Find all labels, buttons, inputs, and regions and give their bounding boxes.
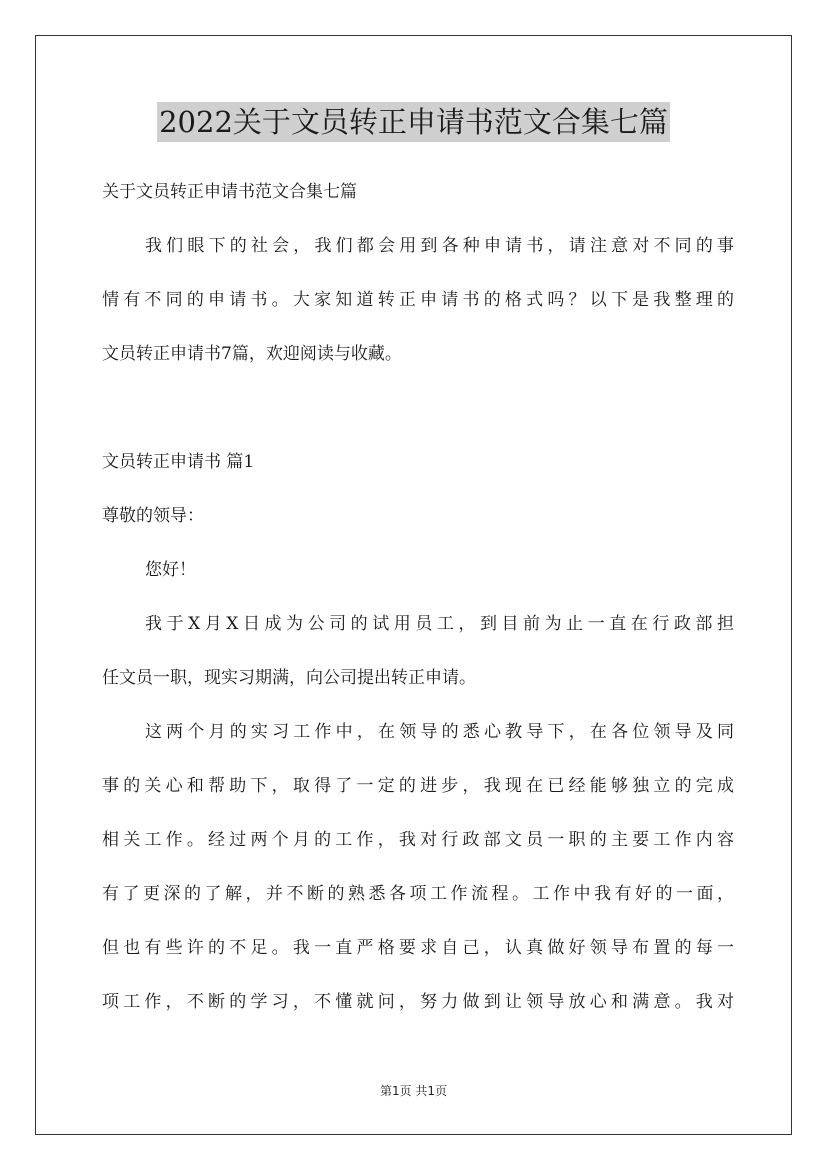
paragraph-line: 任文员一职，现实习期满，向公司提出转正申请。	[102, 668, 476, 688]
paragraph-line: 我于X月X日成为公司的试用员工，到目前为止一直在行政部担	[145, 614, 734, 634]
paragraph-line: 有了更深的了解，并不断的熟悉各项工作流程。工作中我有好的一面，	[102, 884, 734, 904]
greeting: 您好！	[145, 560, 196, 580]
document-body	[102, 174, 734, 1021]
paragraph-line: 事的关心和帮助下，取得了一定的进步，我现在已经能够独立的完成	[102, 776, 734, 796]
intro-line: 文员转正申请书7篇，欢迎阅读与收藏。	[102, 344, 402, 364]
paragraph-line: 项工作，不断的学习，不懂就问，努力做到让领导放心和满意。我对	[102, 992, 734, 1012]
paragraph-line: 相关工作。经过两个月的工作，我对行政部文员一职的主要工作内容	[102, 830, 734, 850]
intro-line: 我们眼下的社会，我们都会用到各种申请书，请注意对不同的事	[145, 236, 734, 256]
paragraph-line: 但也有些许的不足。我一直严格要求自己，认真做好领导布置的每一	[102, 938, 734, 958]
document-subtitle: 关于文员转正申请书范文合集七篇	[102, 182, 357, 202]
intro-line: 情有不同的申请书。大家知道转正申请书的格式吗？以下是我整理的	[102, 290, 734, 310]
document-title-text: 2022关于文员转正申请书范文合集七篇	[157, 102, 670, 142]
document-title	[0, 102, 827, 142]
paragraph-line: 这两个月的实习工作中，在领导的悉心教导下，在各位领导及同	[145, 722, 734, 742]
page-number: 第1页 共1页	[379, 1084, 448, 1098]
salutation: 尊敬的领导：	[102, 506, 204, 526]
section-heading: 文员转正申请书 篇1	[102, 452, 255, 472]
